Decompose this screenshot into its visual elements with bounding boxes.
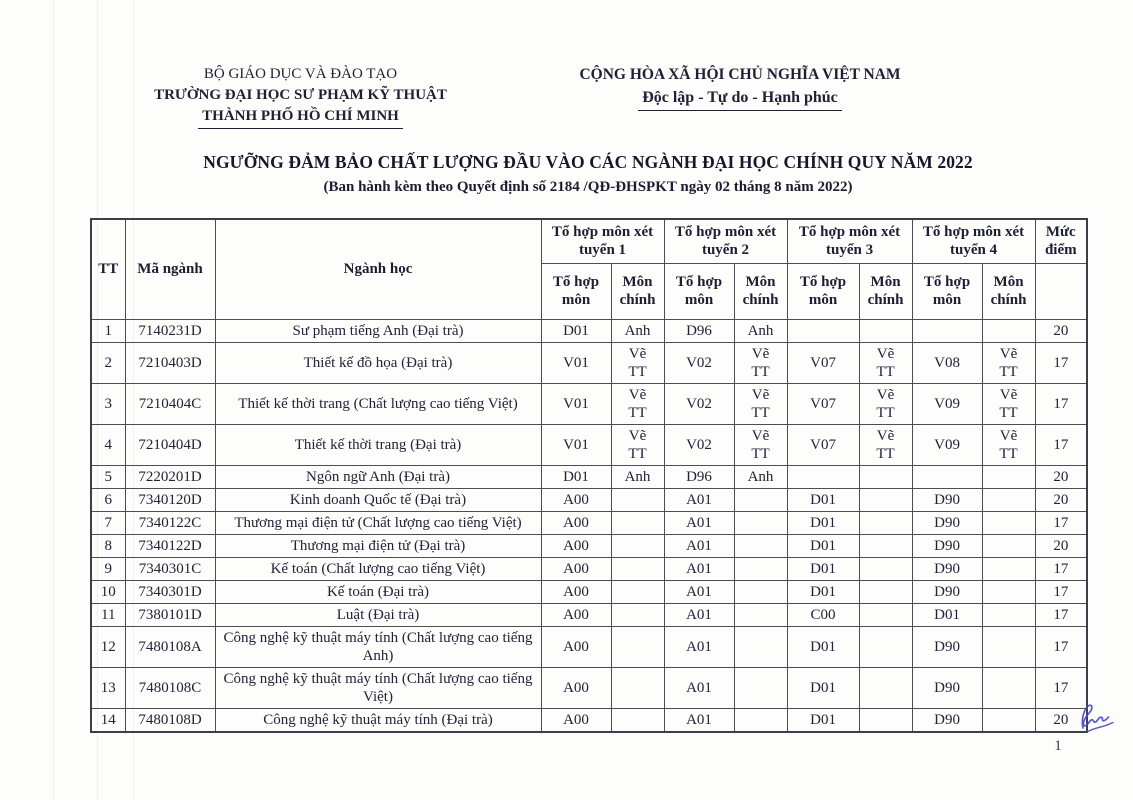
cell-nganh-hoc: Công nghệ kỹ thuật máy tính (Chất lượng cao tiếng Anh) — [215, 626, 541, 667]
cell-mon-chinh — [859, 534, 912, 557]
cell-mon-chinh — [982, 603, 1035, 626]
handwritten-initial-signature — [1072, 701, 1124, 745]
cell-tt: 4 — [91, 424, 125, 465]
cell-ma-nganh: 7220201D — [125, 465, 215, 488]
table-row — [91, 708, 1087, 732]
cell-muc-diem: 17 — [1035, 667, 1087, 708]
cell-to-hop-mon: A00 — [541, 667, 611, 708]
table-row — [91, 488, 1087, 511]
table-row — [91, 465, 1087, 488]
cell-nganh-hoc: Kế toán (Đại trà) — [215, 580, 541, 603]
cell-mon-chinh: Vẽ TT — [982, 424, 1035, 465]
cell-to-hop-mon: A01 — [664, 557, 734, 580]
cell-to-hop-mon: D90 — [912, 557, 982, 580]
cell-to-hop-mon: D01 — [787, 708, 859, 732]
subheader-muc-diem-empty — [1035, 263, 1087, 319]
cell-tt: 5 — [91, 465, 125, 488]
cell-tt: 9 — [91, 557, 125, 580]
table-row — [91, 342, 1087, 383]
cell-to-hop-mon — [912, 319, 982, 342]
cell-mon-chinh — [734, 580, 787, 603]
cell-to-hop-mon: A00 — [541, 511, 611, 534]
table-row — [91, 626, 1087, 667]
cell-to-hop-mon: D01 — [787, 488, 859, 511]
cell-nganh-hoc: Thiết kế đồ họa (Đại trà) — [215, 342, 541, 383]
cell-muc-diem: 17 — [1035, 557, 1087, 580]
cell-tt: 6 — [91, 488, 125, 511]
cell-ma-nganh: 7340301C — [125, 557, 215, 580]
cell-mon-chinh — [859, 465, 912, 488]
cell-tt: 12 — [91, 626, 125, 667]
cell-mon-chinh: Anh — [734, 319, 787, 342]
cell-to-hop-mon: A00 — [541, 580, 611, 603]
cell-to-hop-mon: D90 — [912, 534, 982, 557]
cell-to-hop-mon: A00 — [541, 626, 611, 667]
cell-to-hop-mon: A01 — [664, 534, 734, 557]
cell-to-hop-mon: A01 — [664, 488, 734, 511]
cell-mon-chinh — [611, 667, 664, 708]
cell-ma-nganh: 7210403D — [125, 342, 215, 383]
cell-mon-chinh — [734, 603, 787, 626]
cell-muc-diem: 20 — [1035, 319, 1087, 342]
cell-mon-chinh — [859, 626, 912, 667]
national-motto-block — [555, 64, 925, 111]
cell-to-hop-mon: V07 — [787, 383, 859, 424]
cell-to-hop-mon: D96 — [664, 319, 734, 342]
subheader-mon-chinh: Môn chính — [611, 263, 664, 319]
cell-to-hop-mon: V02 — [664, 424, 734, 465]
cell-mon-chinh — [611, 708, 664, 732]
cell-ma-nganh: 7380101D — [125, 603, 215, 626]
cell-to-hop-mon: A01 — [664, 580, 734, 603]
cell-to-hop-mon: D01 — [787, 626, 859, 667]
cell-ma-nganh: 7340122D — [125, 534, 215, 557]
cell-mon-chinh: Vẽ TT — [611, 383, 664, 424]
republic-title: CỘNG HÒA XÃ HỘI CHỦ NGHĨA VIỆT NAM — [579, 66, 901, 83]
cell-to-hop-mon: D90 — [912, 667, 982, 708]
cell-muc-diem: 20 — [1035, 708, 1087, 732]
cell-to-hop-mon: A01 — [664, 708, 734, 732]
table-body — [91, 319, 1087, 732]
cell-mon-chinh — [734, 534, 787, 557]
cell-mon-chinh: Vẽ TT — [611, 342, 664, 383]
cell-mon-chinh: Vẽ TT — [982, 383, 1035, 424]
cell-to-hop-mon — [787, 319, 859, 342]
document-title: NGƯỠNG ĐẢM BẢO CHẤT LƯỢNG ĐẦU VÀO CÁC NGÀNH ĐẠI HỌC CHÍNH QUY NĂM 2022 — [203, 152, 973, 172]
cell-to-hop-mon: D01 — [541, 319, 611, 342]
cell-mon-chinh — [982, 465, 1035, 488]
cell-to-hop-mon: V08 — [912, 342, 982, 383]
cell-to-hop-mon: V01 — [541, 424, 611, 465]
cell-to-hop-mon: A00 — [541, 708, 611, 732]
subheader-to-hop-mon: Tổ hợp môn — [912, 263, 982, 319]
subheader-to-hop-mon: Tổ hợp môn — [664, 263, 734, 319]
subheader-mon-chinh: Môn chính — [859, 263, 912, 319]
header-group-1: Tổ hợp môn xét tuyển 1 — [541, 219, 664, 263]
cell-tt: 14 — [91, 708, 125, 732]
cell-tt: 11 — [91, 603, 125, 626]
header-group-4: Tổ hợp môn xét tuyển 4 — [912, 219, 1035, 263]
table-row — [91, 383, 1087, 424]
cell-to-hop-mon: D90 — [912, 708, 982, 732]
cell-mon-chinh — [734, 511, 787, 534]
cell-mon-chinh: Vẽ TT — [734, 383, 787, 424]
cell-mon-chinh — [611, 488, 664, 511]
cell-mon-chinh — [982, 580, 1035, 603]
cell-nganh-hoc: Sư phạm tiếng Anh (Đại trà) — [215, 319, 541, 342]
header-tt: TT — [91, 219, 125, 319]
cell-muc-diem: 20 — [1035, 534, 1087, 557]
cell-mon-chinh — [859, 319, 912, 342]
cell-mon-chinh — [982, 557, 1035, 580]
cell-to-hop-mon: V02 — [664, 383, 734, 424]
cell-to-hop-mon: A00 — [541, 488, 611, 511]
cell-tt: 1 — [91, 319, 125, 342]
cell-nganh-hoc: Thiết kế thời trang (Chất lượng cao tiếng Việt) — [215, 383, 541, 424]
table-row — [91, 424, 1087, 465]
cell-ma-nganh: 7340120D — [125, 488, 215, 511]
cell-to-hop-mon: D90 — [912, 580, 982, 603]
cell-nganh-hoc: Ngôn ngữ Anh (Đại trà) — [215, 465, 541, 488]
cell-ma-nganh: 7480108A — [125, 626, 215, 667]
cell-mon-chinh — [859, 603, 912, 626]
cell-tt: 3 — [91, 383, 125, 424]
subheader-mon-chinh: Môn chính — [734, 263, 787, 319]
cell-mon-chinh — [982, 319, 1035, 342]
cell-mon-chinh — [859, 580, 912, 603]
university-city: THÀNH PHỐ HỒ CHÍ MINH — [128, 106, 473, 129]
cell-to-hop-mon: V01 — [541, 342, 611, 383]
cell-to-hop-mon: A01 — [664, 626, 734, 667]
cell-mon-chinh — [859, 557, 912, 580]
cell-ma-nganh: 7340301D — [125, 580, 215, 603]
cell-mon-chinh — [611, 580, 664, 603]
cell-mon-chinh — [859, 667, 912, 708]
cell-nganh-hoc: Kinh doanh Quốc tế (Đại trà) — [215, 488, 541, 511]
cell-to-hop-mon: A00 — [541, 557, 611, 580]
admission-threshold-table — [90, 218, 1088, 733]
cell-mon-chinh: Vẽ TT — [734, 424, 787, 465]
cell-muc-diem: 17 — [1035, 383, 1087, 424]
cell-ma-nganh: 7340122C — [125, 511, 215, 534]
cell-to-hop-mon: A01 — [664, 511, 734, 534]
cell-mon-chinh — [982, 488, 1035, 511]
cell-mon-chinh: Anh — [611, 465, 664, 488]
cell-nganh-hoc: Kế toán (Chất lượng cao tiếng Việt) — [215, 557, 541, 580]
cell-mon-chinh — [982, 667, 1035, 708]
cell-to-hop-mon: D01 — [787, 534, 859, 557]
table-row — [91, 319, 1087, 342]
cell-mon-chinh — [982, 534, 1035, 557]
cell-nganh-hoc: Công nghệ kỹ thuật máy tính (Chất lượng cao tiếng Việt) — [215, 667, 541, 708]
cell-mon-chinh — [734, 626, 787, 667]
cell-nganh-hoc: Công nghệ kỹ thuật máy tính (Đại trà) — [215, 708, 541, 732]
ministry-name: BỘ GIÁO DỤC VÀ ĐÀO TẠO — [203, 66, 398, 82]
header-ma-nganh: Mã ngành — [125, 219, 215, 319]
cell-tt: 8 — [91, 534, 125, 557]
subheader-to-hop-mon: Tổ hợp môn — [787, 263, 859, 319]
cell-to-hop-mon: A00 — [541, 534, 611, 557]
cell-muc-diem: 17 — [1035, 626, 1087, 667]
cell-to-hop-mon: A01 — [664, 603, 734, 626]
cell-mon-chinh: Vẽ TT — [611, 424, 664, 465]
cell-mon-chinh — [611, 534, 664, 557]
cell-muc-diem: 17 — [1035, 342, 1087, 383]
cell-muc-diem: 17 — [1035, 603, 1087, 626]
cell-nganh-hoc: Thiết kế thời trang (Đại trà) — [215, 424, 541, 465]
cell-nganh-hoc: Thương mại điện tử (Chất lượng cao tiếng Việt) — [215, 511, 541, 534]
cell-to-hop-mon: D01 — [787, 511, 859, 534]
motto: Độc lập - Tự do - Hạnh phúc — [555, 87, 925, 111]
university-name: TRƯỜNG ĐẠI HỌC SƯ PHẠM KỸ THUẬT — [154, 87, 447, 103]
document-subtitle: (Ban hành kèm theo Quyết định số 2184 /QĐ-ĐHSPKT ngày 02 tháng 8 năm 2022) — [323, 179, 853, 195]
table-row — [91, 667, 1087, 708]
cell-mon-chinh — [611, 557, 664, 580]
cell-to-hop-mon: V09 — [912, 424, 982, 465]
header-group-3: Tổ hợp môn xét tuyển 3 — [787, 219, 912, 263]
subheader-mon-chinh: Môn chính — [982, 263, 1035, 319]
cell-nganh-hoc: Luật (Đại trà) — [215, 603, 541, 626]
cell-to-hop-mon: D01 — [787, 580, 859, 603]
cell-mon-chinh: Anh — [611, 319, 664, 342]
cell-muc-diem: 17 — [1035, 580, 1087, 603]
cell-mon-chinh: Vẽ TT — [859, 342, 912, 383]
table-row — [91, 557, 1087, 580]
header-group-2: Tổ hợp môn xét tuyển 2 — [664, 219, 787, 263]
cell-muc-diem: 20 — [1035, 488, 1087, 511]
table-row — [91, 580, 1087, 603]
cell-ma-nganh: 7480108D — [125, 708, 215, 732]
cell-ma-nganh: 7210404C — [125, 383, 215, 424]
cell-mon-chinh: Vẽ TT — [859, 383, 912, 424]
cell-nganh-hoc: Thương mại điện tử (Đại trà) — [215, 534, 541, 557]
header-nganh-hoc: Ngành học — [215, 219, 541, 319]
cell-mon-chinh — [611, 511, 664, 534]
cell-to-hop-mon: C00 — [787, 603, 859, 626]
cell-mon-chinh — [734, 708, 787, 732]
cell-to-hop-mon: V09 — [912, 383, 982, 424]
subheader-to-hop-mon: Tổ hợp môn — [541, 263, 611, 319]
cell-ma-nganh: 7210404D — [125, 424, 215, 465]
cell-to-hop-mon — [787, 465, 859, 488]
cell-to-hop-mon: D01 — [787, 667, 859, 708]
cell-ma-nganh: 7480108C — [125, 667, 215, 708]
cell-mon-chinh — [611, 603, 664, 626]
cell-mon-chinh — [859, 488, 912, 511]
table-row — [91, 603, 1087, 626]
cell-mon-chinh — [982, 626, 1035, 667]
issuing-authority-block — [128, 64, 473, 129]
cell-mon-chinh — [982, 708, 1035, 732]
header-muc-diem: Mức điểm — [1035, 219, 1087, 263]
scan-artifact-line — [53, 0, 54, 800]
cell-mon-chinh — [859, 708, 912, 732]
cell-mon-chinh — [734, 667, 787, 708]
cell-to-hop-mon: D01 — [541, 465, 611, 488]
cell-to-hop-mon: V02 — [664, 342, 734, 383]
cell-to-hop-mon: D90 — [912, 626, 982, 667]
cell-tt: 10 — [91, 580, 125, 603]
cell-ma-nganh: 7140231D — [125, 319, 215, 342]
page-number: 1 — [1054, 738, 1062, 754]
cell-tt: 2 — [91, 342, 125, 383]
cell-to-hop-mon: V07 — [787, 424, 859, 465]
cell-mon-chinh — [611, 626, 664, 667]
cell-tt: 13 — [91, 667, 125, 708]
cell-tt: 7 — [91, 511, 125, 534]
cell-muc-diem: 17 — [1035, 511, 1087, 534]
cell-mon-chinh — [982, 511, 1035, 534]
cell-mon-chinh — [734, 488, 787, 511]
cell-mon-chinh — [734, 557, 787, 580]
cell-to-hop-mon: D01 — [787, 557, 859, 580]
cell-to-hop-mon: D01 — [912, 603, 982, 626]
cell-mon-chinh: Vẽ TT — [982, 342, 1035, 383]
table-row — [91, 511, 1087, 534]
cell-mon-chinh — [859, 511, 912, 534]
cell-to-hop-mon: A00 — [541, 603, 611, 626]
cell-to-hop-mon: V01 — [541, 383, 611, 424]
cell-mon-chinh: Vẽ TT — [859, 424, 912, 465]
cell-muc-diem: 20 — [1035, 465, 1087, 488]
table-row — [91, 534, 1087, 557]
cell-to-hop-mon: D96 — [664, 465, 734, 488]
cell-muc-diem: 17 — [1035, 424, 1087, 465]
cell-to-hop-mon: D90 — [912, 511, 982, 534]
cell-mon-chinh: Anh — [734, 465, 787, 488]
cell-to-hop-mon: A01 — [664, 667, 734, 708]
cell-to-hop-mon: V07 — [787, 342, 859, 383]
cell-mon-chinh: Vẽ TT — [734, 342, 787, 383]
cell-to-hop-mon — [912, 465, 982, 488]
cell-to-hop-mon: D90 — [912, 488, 982, 511]
